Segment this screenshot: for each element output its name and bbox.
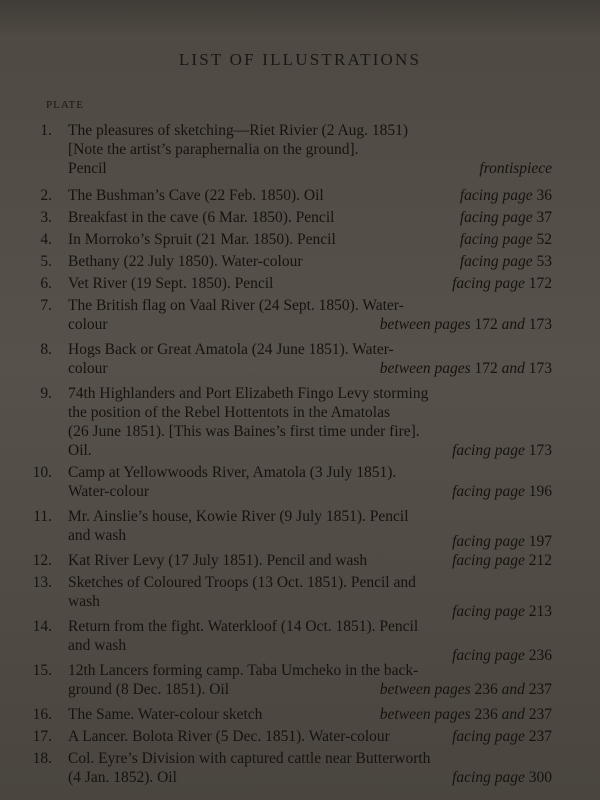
page-reference: facing page 36: [459, 187, 552, 204]
plate-number: 4.: [40, 231, 52, 248]
plate-caption-line: Bethany (22 July 1850). Water-colour: [68, 253, 303, 270]
page-reference: facing page 236: [452, 647, 552, 664]
plate-caption-line: (4 Jan. 1852). Oil: [68, 769, 177, 786]
page-reference: facing page 172: [452, 275, 552, 292]
plate-caption-line: Col. Eyre’s Division with captured cattle near Butterworth: [68, 750, 431, 767]
plate-number: 13.: [32, 574, 52, 591]
plate-number: 2.: [40, 187, 52, 204]
plate-caption-line: [Note the artist’s paraphernalia on the ground].: [68, 141, 359, 158]
plate-caption-line: In Morroko’s Spruit (21 Mar. 1850). Pencil: [68, 231, 336, 248]
plate-caption-line: A Lancer. Bolota River (5 Dec. 1851). Water-colour: [68, 728, 390, 745]
plate-caption-line: (26 June 1851). [This was Baines’s first time under fire].: [68, 423, 420, 440]
page-reference: between pages 172 and 173: [379, 360, 552, 377]
plate-caption-line: and wash: [68, 527, 127, 544]
plate-caption-line: Vet River (19 Sept. 1850). Pencil: [68, 275, 274, 292]
page-reference: facing page 173: [452, 442, 552, 459]
plate-caption-line: Water-colour: [68, 483, 150, 500]
plate-number: 17.: [32, 728, 52, 745]
plate-column-label: PLATE: [46, 99, 84, 111]
page-title: LIST OF ILLUSTRATIONS: [178, 50, 422, 69]
plate-caption-line: Breakfast in the cave (6 Mar. 1850). Pencil: [68, 209, 335, 226]
plate-number: 10.: [32, 464, 52, 481]
plate-caption-line: Oil.: [68, 442, 92, 459]
plate-caption-line: The Same. Water-colour sketch: [68, 706, 263, 723]
page-reference: between pages 236 and 237: [379, 706, 552, 723]
plate-caption-line: Mr. Ainslie’s house, Kowie River (9 July 1851). Pencil: [68, 508, 409, 525]
plate-caption-line: colour: [68, 360, 108, 377]
plate-number: 7.: [40, 297, 52, 314]
plate-caption-line: and wash: [68, 637, 127, 654]
page-reference: facing page 197: [452, 533, 552, 550]
plate-number: 15.: [32, 662, 52, 679]
page-reference: between pages 172 and 173: [379, 316, 552, 333]
plate-caption-line: Sketches of Coloured Troops (13 Oct. 1851). Pencil and: [68, 574, 416, 591]
page-reference: facing page 196: [452, 483, 552, 500]
page-reference: facing page 213: [452, 603, 552, 620]
plate-number: 12.: [32, 552, 52, 569]
page-reference: frontispiece: [479, 160, 552, 177]
page-reference: between pages 236 and 237: [379, 681, 552, 698]
plate-caption-line: Kat River Levy (17 July 1851). Pencil and wash: [68, 552, 368, 569]
plate-number: 3.: [40, 209, 52, 226]
plate-caption-line: The British flag on Vaal River (24 Sept. 1850). Water-: [68, 297, 404, 314]
page-reference: facing page 237: [452, 728, 552, 745]
plate-number: 18.: [32, 750, 52, 767]
plate-caption-line: Camp at Yellowwoods River, Amatola (3 July 1851).: [68, 464, 397, 481]
page-reference: facing page 53: [459, 253, 552, 270]
plate-caption-line: Hogs Back or Great Amatola (24 June 1851). Water-: [68, 341, 394, 358]
plate-caption-line: 74th Highlanders and Port Elizabeth Fingo Levy storming: [68, 385, 429, 402]
plate-number: 16.: [32, 706, 52, 723]
plate-caption-line: colour: [68, 316, 108, 333]
plate-number: 1.: [40, 122, 52, 139]
plate-caption-line: the position of the Rebel Hottentots in the Amatolas: [68, 404, 391, 421]
page-reference: facing page 52: [459, 231, 552, 248]
plate-number: 11.: [33, 508, 52, 525]
plate-caption-line: wash: [68, 593, 100, 610]
plate-caption-line: ground (8 Dec. 1851). Oil: [68, 681, 229, 698]
page-reference: facing page 300: [452, 769, 552, 786]
plate-number: 8.: [40, 341, 52, 358]
plate-caption-line: The Bushman’s Cave (22 Feb. 1850). Oil: [68, 187, 324, 204]
plate-caption-line: Return from the fight. Waterkloof (14 Oct. 1851). Pencil: [68, 618, 419, 635]
plate-caption-line: The pleasures of sketching—Riet Rivier (2 Aug. 1851): [68, 122, 409, 139]
plate-number: 9.: [40, 385, 52, 402]
plate-number: 6.: [40, 275, 52, 292]
plate-caption-line: Pencil: [68, 160, 107, 177]
plate-number: 5.: [40, 253, 52, 270]
plate-number: 14.: [32, 618, 52, 635]
page-reference: facing page 37: [459, 209, 552, 226]
plate-caption-line: 12th Lancers forming camp. Taba Umcheko in the back-: [68, 662, 419, 679]
page-reference: facing page 212: [452, 552, 552, 569]
